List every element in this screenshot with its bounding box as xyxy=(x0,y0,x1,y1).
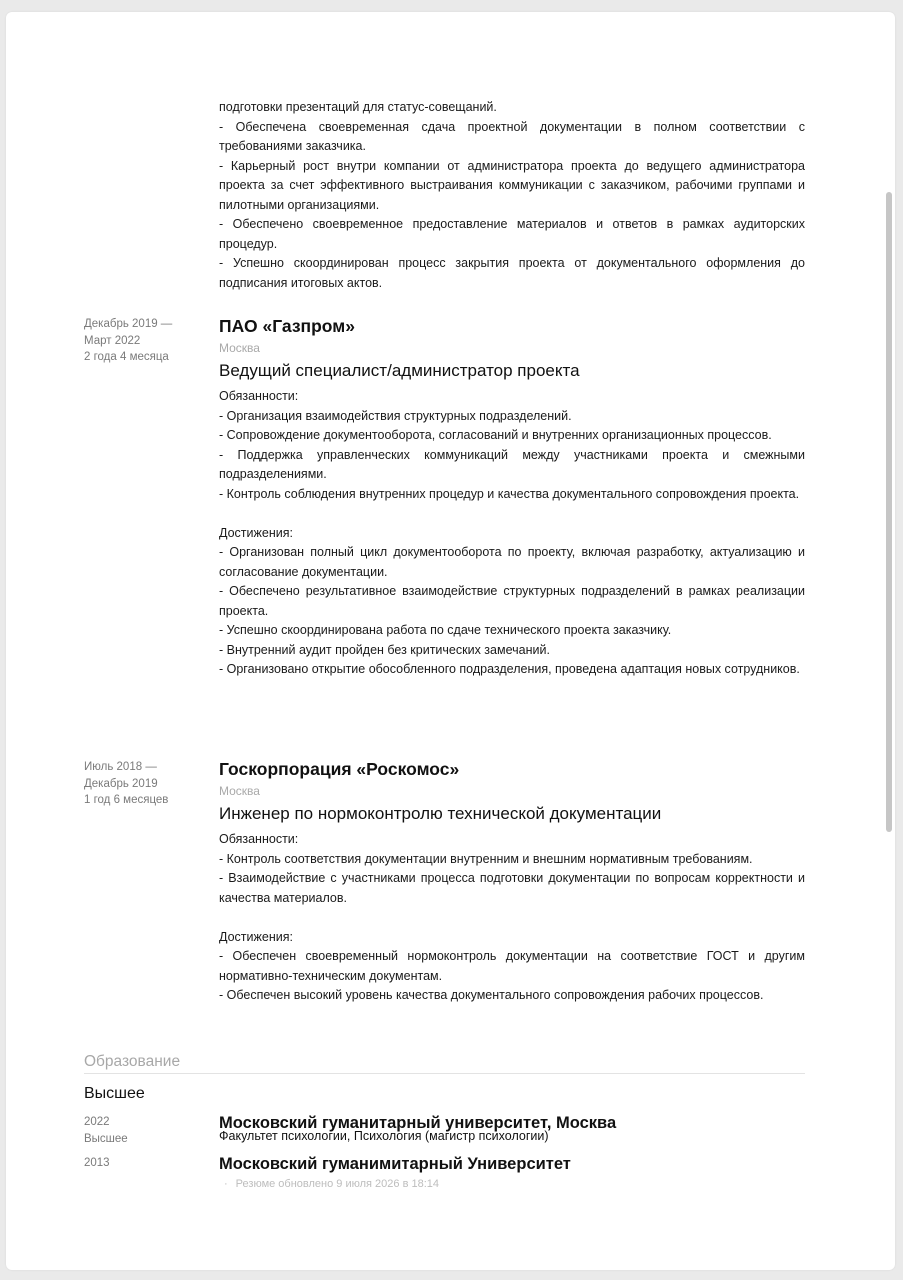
achievement-line: - Обеспечено результативное взаимодействие структурных подразделений в рамках реализации проекта. xyxy=(219,584,805,618)
job-entry xyxy=(219,315,805,680)
bullet-dot: · xyxy=(224,1178,228,1190)
job-position: Инженер по нормоконтролю технической документации xyxy=(219,804,662,823)
education-year: 2013 xyxy=(84,1157,110,1169)
job-entry xyxy=(219,758,805,1006)
duty-line: - Поддержка управленческих коммуникаций между участниками проекта и смежными подразделениями. xyxy=(219,447,805,481)
job-city: Москва xyxy=(219,784,260,798)
period-start: Декабрь 2019 — xyxy=(84,318,173,330)
achievement-line: - Организовано открытие обособленного подразделения, проведена адаптация новых сотрудников. xyxy=(219,662,800,676)
job-period xyxy=(84,316,204,366)
period-duration: 2 года 4 месяца xyxy=(84,351,169,363)
achievement-line: - Внутренний аудит пройден без критических замечаний. xyxy=(219,642,550,657)
job-period xyxy=(84,759,204,809)
achievement-line: - Организован полный цикл документооборота по проекту, включая разработку, актуализацию и согласование документации. xyxy=(219,545,805,579)
achievement-line: подготовки презентаций для статус-совещаний. xyxy=(219,100,497,114)
achievement-line: - Успешно скоординирована работа по сдаче технического проекта заказчику. xyxy=(219,623,672,637)
duties-label: Обязанности: xyxy=(219,389,299,403)
education-institution: Московский гуманимитарный Университет xyxy=(219,1155,571,1173)
period-duration: 1 год 6 месяцев xyxy=(84,794,169,806)
job-position: Ведущий специалист/администратор проекта xyxy=(219,361,580,380)
previous-job-achievements xyxy=(219,98,805,293)
achievement-line: - Обеспечен своевременный нормоконтроль документации на соответствие ГОСТ и другим нормативно-техническим документам. xyxy=(219,949,805,983)
duty-line: - Контроль соблюдения внутренних процедур и качества документального сопровождения проекта. xyxy=(219,486,800,501)
period-start: Июль 2018 — xyxy=(84,761,157,773)
period-end: Март 2022 xyxy=(84,334,141,347)
duty-line: - Контроль соответствия документации внутренним и внешним нормативным требованиям. xyxy=(219,851,753,866)
education-faculty: Факультет психологии, Психология (магистр психологии) xyxy=(219,1129,549,1143)
vertical-scrollbar[interactable] xyxy=(886,192,893,842)
job-description xyxy=(219,387,805,680)
achievement-line: - Обеспечено своевременное предоставление материалов и ответов в рамках аудиторских процедур. xyxy=(219,217,805,251)
achievement-line: - Обеспечена своевременная сдача проектной документации в полном соответствии с требованиями заказчика. xyxy=(219,119,805,153)
period-end: Декабрь 2019 xyxy=(84,777,158,790)
duty-line: - Организация взаимодействия структурных подразделений. xyxy=(219,408,572,423)
education-level: Высшее xyxy=(84,1085,145,1102)
achievement-line: - Успешно скоординирован процесс закрытия проекта от документального оформления до подписания итоговых актов. xyxy=(219,256,805,290)
education-year: 2022 xyxy=(84,1116,110,1128)
company-name: ПАО «Газпром» xyxy=(219,316,355,336)
resume-updated-footer xyxy=(224,1178,439,1190)
achievements-label: Достижения: xyxy=(219,525,293,540)
education-section-title: Образование xyxy=(84,1053,805,1074)
duty-line: - Взаимодействие с участниками процесса подготовки документации по вопросам корректности и качества материалов. xyxy=(219,871,805,905)
updated-text: Резюме обновлено 9 июля 2026 в 18:14 xyxy=(235,1178,440,1190)
education-institution: Московский гуманитарный университет, Москва xyxy=(219,1114,617,1132)
achievements-label: Достижения: xyxy=(219,929,293,944)
achievement-line: - Обеспечен высокий уровень качества документального сопровождения рабочих процессов. xyxy=(219,988,764,1002)
job-description xyxy=(219,830,805,1006)
education-type: Высшее xyxy=(84,1133,128,1145)
duty-line: - Сопровождение документооборота, согласований и внутренних организационных процессов. xyxy=(219,428,772,442)
scrollbar-thumb[interactable] xyxy=(886,192,892,832)
duties-label: Обязанности: xyxy=(219,832,299,846)
company-name: Госкорпорация «Роскомос» xyxy=(219,759,460,779)
achievement-line: - Карьерный рост внутри компании от администратора проекта до ведущего администратора проекта за счет эффективного выстраивания коммуникации с заказчиком, рабочими группами и пилотными организациями. xyxy=(219,158,805,212)
job-city: Москва xyxy=(219,341,260,355)
